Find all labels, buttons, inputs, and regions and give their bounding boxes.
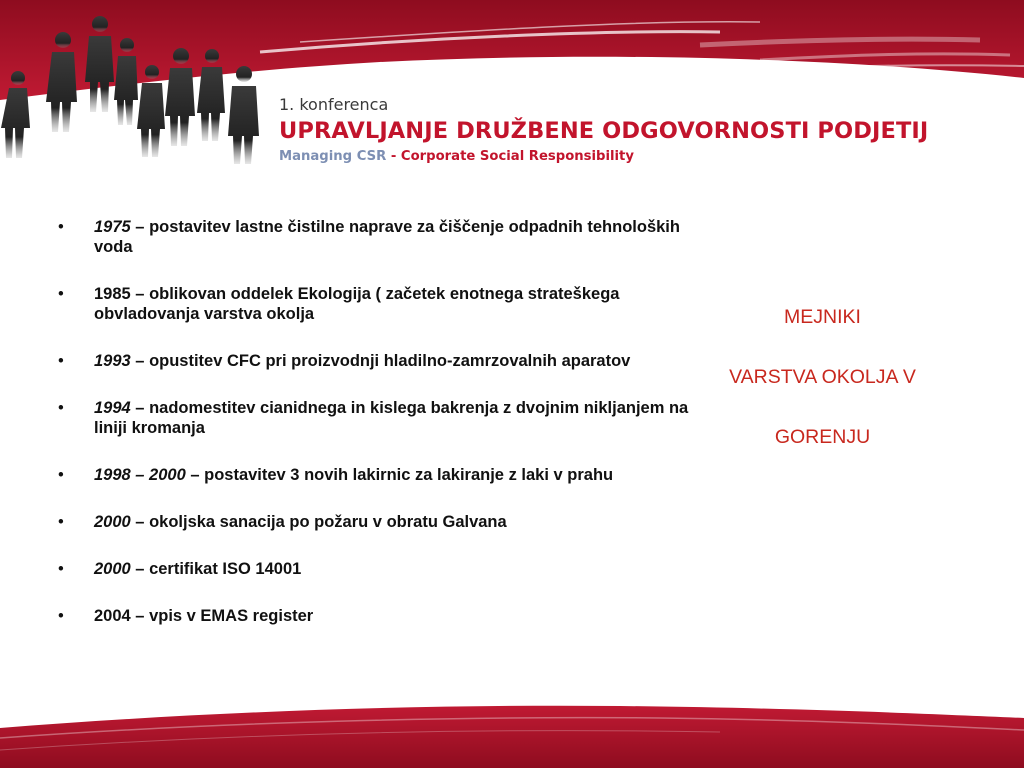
conference-label: 1. konferenca [279, 95, 389, 114]
milestone-year: 1985 [94, 285, 131, 303]
list-item [58, 465, 698, 485]
milestone-text: – oblikovan oddelek Ekologija ( začetek enotnega strateškega obvladovanja varstva okolja [94, 285, 620, 323]
milestone-year: 1975 [94, 218, 131, 236]
milestone-year: 1994 [94, 399, 131, 417]
milestone-year: 1998 – 2000 [94, 466, 186, 484]
milestones-list [58, 217, 698, 626]
milestone-text: – certifikat ISO 14001 [130, 560, 302, 578]
list-item [58, 559, 698, 579]
subtitle-part1: Managing CSR [279, 149, 387, 164]
heading-line-3: GORENJU [774, 426, 871, 448]
milestones-heading [680, 305, 965, 449]
list-item [58, 351, 698, 371]
heading-line-2: VARSTVA OKOLJA V [729, 366, 916, 388]
milestone-year: 2004 [94, 607, 131, 625]
list-item [58, 606, 698, 626]
list-item [58, 217, 698, 257]
milestone-year: 2000 [94, 560, 131, 578]
conference-subtitle [279, 149, 928, 165]
milestone-text: – opustitev CFC pri proizvodnji hladilno-zamrzovalnih aparatov [130, 352, 631, 370]
milestone-text: – nadomestitev cianidnega in kislega bakrenja z dvojnim nikljanjem na liniji kromanja [94, 399, 689, 437]
list-item [58, 284, 698, 324]
milestone-text: – postavitev lastne čistilne naprave za čiščenje odpadnih tehnoloških voda [94, 218, 680, 256]
heading-line-1: MEJNIKI [784, 306, 861, 328]
subtitle-part2: - Corporate Social Responsibility [386, 149, 634, 164]
milestone-year: 2000 [94, 513, 131, 531]
milestone-year: 1993 [94, 352, 131, 370]
milestone-text: – postavitev 3 novih lakirnic za lakiranje z laki v prahu [185, 466, 614, 484]
conference-title: UPRAVLJANJE DRUŽBENE ODGOVORNOSTI PODJETIJ [279, 118, 929, 144]
bottom-red-band [0, 706, 1024, 768]
list-item [58, 398, 698, 438]
conference-header [279, 96, 928, 165]
milestone-text: – vpis v EMAS register [130, 607, 314, 625]
milestone-text: – okoljska sanacija po požaru v obratu Galvana [130, 513, 507, 531]
list-item [58, 512, 698, 532]
